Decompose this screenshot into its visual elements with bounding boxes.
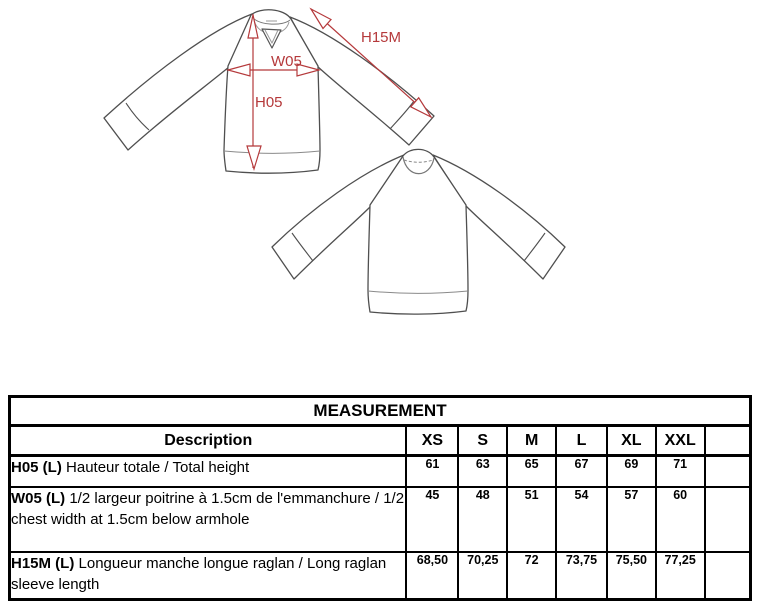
value-cell: 51 <box>507 487 556 552</box>
measure-code: W05 (L) <box>11 490 66 507</box>
w05-label: W05 <box>271 53 302 70</box>
value-cell: 73,75 <box>556 552 607 600</box>
value-cell: 63 <box>458 456 507 488</box>
value-cell: 61 <box>406 456 458 488</box>
value-cell: 45 <box>406 487 458 552</box>
col-header-description: Description <box>10 426 407 456</box>
value-cell: 70,25 <box>458 552 507 600</box>
value-cell: 67 <box>556 456 607 488</box>
row-description <box>10 552 407 600</box>
col-header-xl: XL <box>607 426 656 456</box>
value-cell: 65 <box>507 456 556 488</box>
value-cell: 68,50 <box>406 552 458 600</box>
h15m-arrow-top <box>311 9 331 29</box>
measurement-table <box>8 395 752 601</box>
col-header-m: M <box>507 426 556 456</box>
col-header-empty <box>705 426 751 456</box>
row-description <box>10 487 407 552</box>
value-cell: 72 <box>507 552 556 600</box>
value-cell-empty <box>705 487 751 552</box>
value-cell: 57 <box>607 487 656 552</box>
measure-code: H15M (L) <box>11 555 75 572</box>
value-cell: 71 <box>656 456 705 488</box>
measurement-table-wrap <box>8 395 752 601</box>
table-title-row <box>10 397 751 426</box>
col-header-xxl: XXL <box>656 426 705 456</box>
h05-label: H05 <box>255 94 283 111</box>
table-row-w05 <box>10 487 751 552</box>
value-cell-empty <box>705 552 751 600</box>
table-row-h05 <box>10 456 751 488</box>
value-cell: 48 <box>458 487 507 552</box>
value-cell: 77,25 <box>656 552 705 600</box>
row-description <box>10 456 407 488</box>
table-header-row <box>10 426 751 456</box>
value-cell-empty <box>705 456 751 488</box>
table-title: MEASUREMENT <box>10 397 751 426</box>
h15m-label: H15M <box>361 29 402 46</box>
value-cell: 69 <box>607 456 656 488</box>
measure-text: Longueur manche longue raglan / Long raglan sleeve length <box>11 555 387 593</box>
measure-text: 1/2 largeur poitrine à 1.5cm de l'emmanchure / 1/2 chest width at 1.5cm below armhole <box>11 490 405 528</box>
measure-text: Hauteur totale / Total height <box>66 459 250 476</box>
col-header-s: S <box>458 426 507 456</box>
value-cell: 75,50 <box>607 552 656 600</box>
measure-code: H05 (L) <box>11 459 62 476</box>
back-view-sweatshirt <box>272 149 565 314</box>
col-header-l: L <box>556 426 607 456</box>
col-header-xs: XS <box>406 426 458 456</box>
value-cell: 60 <box>656 487 705 552</box>
value-cell: 54 <box>556 487 607 552</box>
table-row-h15m <box>10 552 751 600</box>
